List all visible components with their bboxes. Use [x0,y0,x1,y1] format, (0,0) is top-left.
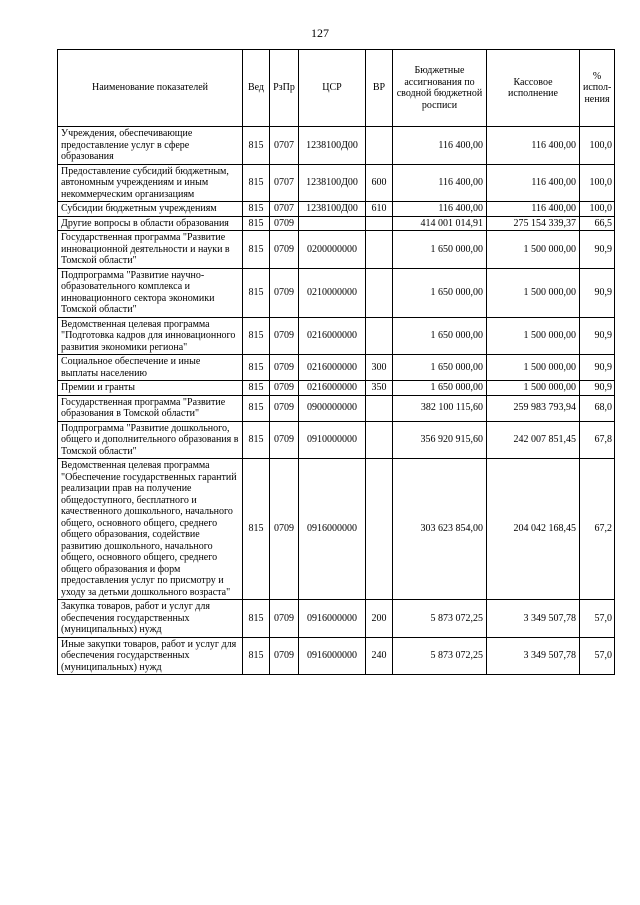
budget-table [57,49,615,675]
cell-cash: 116 400,00 [487,202,580,217]
table-row [58,421,615,459]
header-rzpr: РзПр [270,50,299,127]
cell-pct: 68,0 [580,395,615,421]
table-row [58,600,615,638]
cell-rzpr: 0707 [270,202,299,217]
cell-ved: 815 [243,459,270,600]
cell-ved: 815 [243,355,270,381]
cell-pct: 90,9 [580,355,615,381]
cell-csr: 0916000000 [299,637,366,675]
cell-budget: 356 920 915,60 [393,421,487,459]
cell-csr [299,216,366,231]
cell-csr: 0200000000 [299,231,366,269]
cell-name: Другие вопросы в области образования [58,216,243,231]
cell-pct: 57,0 [580,637,615,675]
cell-vr [366,317,393,355]
cell-rzpr: 0709 [270,355,299,381]
cell-rzpr: 0709 [270,231,299,269]
header-ved: Вед [243,50,270,127]
cell-vr [366,231,393,269]
cell-budget: 5 873 072,25 [393,637,487,675]
cell-pct: 57,0 [580,600,615,638]
cell-budget: 303 623 854,00 [393,459,487,600]
table-row [58,355,615,381]
cell-cash: 1 500 000,00 [487,231,580,269]
cell-cash: 275 154 339,37 [487,216,580,231]
cell-rzpr: 0709 [270,637,299,675]
cell-rzpr: 0709 [270,395,299,421]
cell-pct: 67,8 [580,421,615,459]
cell-budget: 116 400,00 [393,202,487,217]
cell-pct: 100,0 [580,127,615,165]
cell-ved: 815 [243,421,270,459]
cell-pct: 100,0 [580,164,615,202]
cell-name: Государственная программа "Развитие инновационной деятельности и науки в Томской области" [58,231,243,269]
cell-name: Государственная программа "Развитие образования в Томской области" [58,395,243,421]
cell-rzpr: 0709 [270,317,299,355]
cell-pct: 66,5 [580,216,615,231]
cell-cash: 3 349 507,78 [487,637,580,675]
cell-vr [366,216,393,231]
table-row [58,317,615,355]
cell-rzpr: 0709 [270,600,299,638]
cell-vr: 200 [366,600,393,638]
cell-vr [366,395,393,421]
cell-ved: 815 [243,317,270,355]
cell-ved: 815 [243,268,270,317]
cell-csr: 0900000000 [299,395,366,421]
cell-rzpr: 0707 [270,164,299,202]
cell-cash: 116 400,00 [487,127,580,165]
cell-name: Ведомственная целевая программа "Обеспечение государственных гарантий реализации прав на получение общедоступного, бесплатного и качественного дошкольного, начального общего, основного общего, среднего общего образования, содействие развитию дошкольного, начального общего, основного общего, среднего общего образования и форм предоставления услуг по присмотру и уходу за детьми дошкольного возраста" [58,459,243,600]
cell-ved: 815 [243,216,270,231]
cell-budget: 5 873 072,25 [393,600,487,638]
cell-csr: 0916000000 [299,459,366,600]
table-row [58,216,615,231]
cell-rzpr: 0709 [270,381,299,396]
cell-pct: 90,9 [580,231,615,269]
cell-ved: 815 [243,231,270,269]
cell-pct: 90,9 [580,317,615,355]
cell-name: Социальное обеспечение и иные выплаты населению [58,355,243,381]
cell-csr: 0916000000 [299,600,366,638]
cell-cash: 116 400,00 [487,164,580,202]
cell-vr [366,127,393,165]
header-pct: % испол-нения [580,50,615,127]
cell-cash: 1 500 000,00 [487,355,580,381]
cell-name: Премии и гранты [58,381,243,396]
cell-cash: 204 042 168,45 [487,459,580,600]
cell-vr: 350 [366,381,393,396]
cell-budget: 1 650 000,00 [393,231,487,269]
cell-cash: 242 007 851,45 [487,421,580,459]
cell-vr: 610 [366,202,393,217]
header-budget: Бюджетные ассигнования по сводной бюджетной росписи [393,50,487,127]
page-number: 127 [311,26,329,40]
cell-vr [366,268,393,317]
cell-name: Предоставление субсидий бюджетным, автономным учреждениям и иным некоммерческим организациям [58,164,243,202]
cell-rzpr: 0709 [270,421,299,459]
header-name: Наименование показателей [58,50,243,127]
cell-ved: 815 [243,202,270,217]
cell-ved: 815 [243,164,270,202]
cell-ved: 815 [243,395,270,421]
table-row [58,395,615,421]
cell-name: Иные закупки товаров, работ и услуг для обеспечения государственных (муниципальных) нужд [58,637,243,675]
cell-csr: 0210000000 [299,268,366,317]
header-vr: ВР [366,50,393,127]
header-cash: Кассовое исполнение [487,50,580,127]
cell-budget: 1 650 000,00 [393,268,487,317]
table-row [58,127,615,165]
table-row [58,164,615,202]
cell-ved: 815 [243,600,270,638]
cell-name: Ведомственная целевая программа "Подготовка кадров для инновационного развития экономики региона" [58,317,243,355]
cell-csr: 0216000000 [299,317,366,355]
cell-cash: 1 500 000,00 [487,268,580,317]
cell-budget: 414 001 014,91 [393,216,487,231]
cell-csr: 1238100Д00 [299,127,366,165]
cell-budget: 1 650 000,00 [393,355,487,381]
cell-rzpr: 0709 [270,216,299,231]
cell-csr: 1238100Д00 [299,202,366,217]
cell-name: Подпрограмма "Развитие дошкольного, общего и дополнительного образования в Томской области" [58,421,243,459]
cell-vr [366,459,393,600]
cell-name: Подпрограмма "Развитие научно-образовательного комплекса и инновационного сектора экономики Томской области" [58,268,243,317]
cell-csr: 0910000000 [299,421,366,459]
table-row [58,231,615,269]
cell-pct: 100,0 [580,202,615,217]
cell-budget: 1 650 000,00 [393,381,487,396]
cell-pct: 90,9 [580,268,615,317]
cell-name: Учреждения, обеспечивающие предоставление услуг в сфере образования [58,127,243,165]
cell-rzpr: 0707 [270,127,299,165]
cell-budget: 382 100 115,60 [393,395,487,421]
table-row [58,637,615,675]
cell-csr: 0216000000 [299,355,366,381]
cell-pct: 67,2 [580,459,615,600]
cell-pct: 90,9 [580,381,615,396]
cell-cash: 259 983 793,94 [487,395,580,421]
cell-ved: 815 [243,637,270,675]
cell-vr [366,421,393,459]
table-row [58,381,615,396]
cell-budget: 116 400,00 [393,127,487,165]
cell-name: Субсидии бюджетным учреждениям [58,202,243,217]
cell-csr: 1238100Д00 [299,164,366,202]
cell-cash: 3 349 507,78 [487,600,580,638]
cell-cash: 1 500 000,00 [487,381,580,396]
header-csr: ЦСР [299,50,366,127]
cell-vr: 600 [366,164,393,202]
table-row [58,202,615,217]
table-body [58,127,615,675]
cell-cash: 1 500 000,00 [487,317,580,355]
cell-budget: 1 650 000,00 [393,317,487,355]
cell-vr: 240 [366,637,393,675]
cell-budget: 116 400,00 [393,164,487,202]
cell-ved: 815 [243,127,270,165]
cell-csr: 0216000000 [299,381,366,396]
cell-rzpr: 0709 [270,459,299,600]
cell-vr: 300 [366,355,393,381]
table-row [58,459,615,600]
cell-ved: 815 [243,381,270,396]
cell-rzpr: 0709 [270,268,299,317]
header-row [58,50,615,127]
table-row [58,268,615,317]
cell-name: Закупка товаров, работ и услуг для обеспечения государственных (муниципальных) нужд [58,600,243,638]
